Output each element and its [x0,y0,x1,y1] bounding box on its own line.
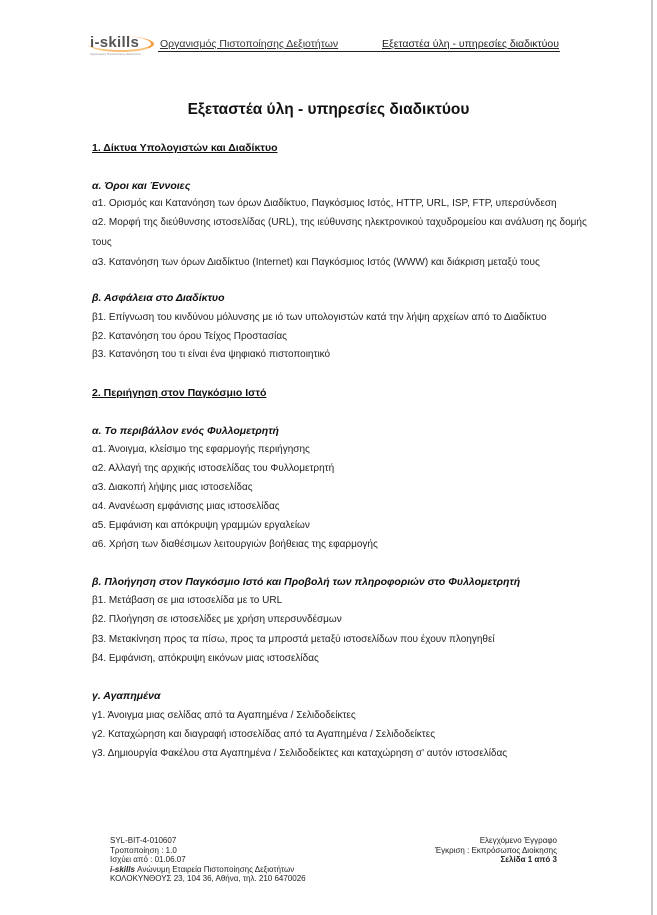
list-item: τους [92,237,112,248]
footer-address: ΚΟΛΟΚΥΝΘΟΥΣ 23, 104 36, Αθήνα, τηλ. 210 6470026 [110,874,306,884]
subsection-heading: α. Το περιβάλλον ενός Φυλλομετρητή [92,425,279,437]
section-heading: 2. Περιήγηση στον Παγκόσμιο Ιστό [92,387,267,399]
list-item: α1. Άνοιγμα, κλείσιμο της εφαρμογής περιήγησης [92,444,310,455]
footer-document-info [110,836,306,884]
footer-code: SYL-BIT-4-010607 [110,836,177,845]
list-item: β3. Κατανόηση του τι είναι ένα ψηφιακό πιστοποιητικό [92,349,331,360]
logo-tagline: Οργανισμός Πιστοποίησης Δεξιοτήτων [90,52,141,56]
subsection-heading: α. Όροι και Έννοιες [92,180,191,192]
subsection-heading: β. Ασφάλεια στο Διαδίκτυο [92,292,225,304]
footer-page-number: Σελίδα 1 από 3 [500,855,557,865]
list-item: β1. Επίγνωση του κινδύνου μόλυνσης με ιό των υπολογιστών κατά την λήψη αρχείων από το Διαδίκτυο [92,312,547,323]
footer-revision: Τροποποίηση : 1.0 [110,845,177,855]
footer-company-name: Ανώνυμη Εταιρεία Πιστοποίησης Δεξιοτήτων [134,864,295,874]
list-item: α6. Χρήση των διαθέσιμων λειτουργιών βοήθειας της εφαρμογής [92,539,378,550]
list-item: β4. Εμφάνιση, απόκρυψη εικόνων μιας ιστοσελίδας [92,653,319,664]
footer-company [110,865,306,875]
list-item: α5. Εμφάνιση και απόκρυψη γραμμών εργαλείων [92,520,310,531]
section-heading: 1. Δίκτυα Υπολογιστών και Διαδίκτυο [92,142,278,154]
list-item: α3. Διακοπή λήψης μιας ιστοσελίδας [92,482,253,493]
list-item: γ3. Δημιουργία Φακέλου στα Αγαπημένα / Σελιδοδείκτες και καταχώρηση σ' αυτόν ιστοσελίδας [92,748,508,759]
list-item: β2. Πλοήγηση σε ιστοσελίδες με χρήση υπερσυνδέσμων [92,614,342,625]
list-item: α2. Αλλαγή της αρχικής ιστοσελίδας του Φυλλομετρητή [92,463,335,474]
page-edge [651,0,653,915]
subsection-heading: γ. Αγαπημένα [92,690,161,702]
list-item: α2. Μορφή της διεύθυνσης ιστοσελίδας (URL), της ιεύθυνσης ηλεκτρονικού ταχυδρομείου και ανάλυση ης δομής [92,217,587,228]
list-item: γ2. Καταχώρηση και διαγραφή ιστοσελίδας από τα Αγαπημένα / Σελιδοδείκτες [92,729,436,740]
footer-company-brand: i-skills [110,864,135,874]
header-document-name: Εξεταστέα ύλη - υπηρεσίες διαδικτύου [381,38,559,50]
list-item: β3. Μετακίνηση προς τα πίσω, προς τα μπροστά μεταξύ ιστοσελίδων που έχουν πλοηγηθεί [92,634,495,645]
list-item: α1. Ορισμός και Κατανόηση των όρων Διαδίκτυο, Παγκόσμιος Ιστός, HTTP, URL, ISP, FTP, υπερσύνδεση [92,198,557,209]
header-organization: Οργανισμός Πιστοποίησης Δεξιοτήτων [160,38,339,50]
header-rule [158,51,560,52]
footer-control-info [435,836,557,865]
subsection-heading: β. Πλοήγηση στον Παγκόσμιο Ιστό και Προβολή των πληροφοριών στο Φυλλομετρητή [92,576,521,588]
list-item: α4. Ανανέωση εμφάνισης μιας ιστοσελίδας [92,501,280,512]
list-item: β1. Μετάβαση σε μια ιστοσελίδα με το URL [92,595,283,606]
page-title: Εξεταστέα ύλη - υπηρεσίες διαδικτύου [187,101,470,118]
footer-valid-from: Ισχύει από : 01.06.07 [110,855,186,865]
footer-approval: Έγκριση : Εκπρόσωπος Διοίκησης [434,845,557,855]
logo-text: i-skills [90,34,140,51]
i-skills-logo [88,34,154,58]
footer-status: Ελεγχόμενο Έγγραφο [479,836,557,845]
list-item: γ1. Άνοιγμα μιας σελίδας από τα Αγαπημένα / Σελιδοδείκτες [92,710,356,721]
list-item: β2. Κατανόηση του όρου Τείχος Προστασίας [92,331,287,342]
list-item: α3. Κατανόηση των όρων Διαδίκτυο (Internet) και Παγκόσμιος Ιστός (WWW) και διάκριση μεταξύ τους [92,257,540,268]
